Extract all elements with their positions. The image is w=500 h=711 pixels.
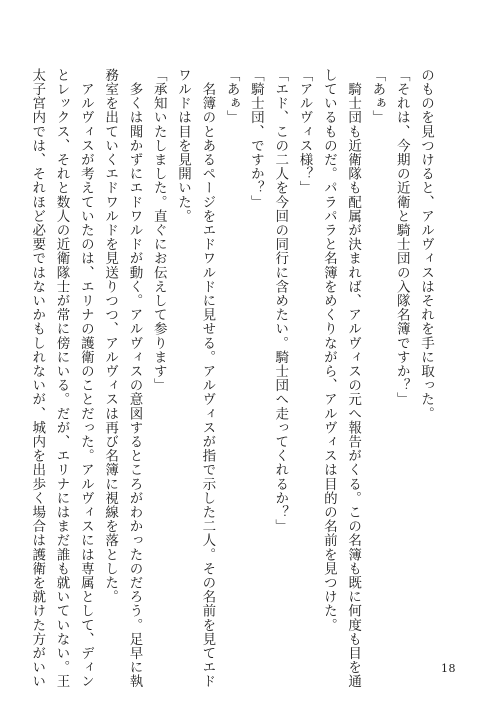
text-line: 騎士団も近衛隊も配属が決まれば、アルヴィスの元へ報告がくる。この名簿も既に何度も目を通: [345, 68, 362, 689]
text-line: アルヴィスが考えていたのは、エリナの護衛のことだった。アルヴィスには専属として、ディン: [77, 68, 94, 689]
text-line: のものを見つけると、アルヴィスはそれを手に取った。: [418, 68, 434, 421]
text-line: 「エド、この二人を今回の同行に含めたい。騎士団へ走ってくれるか？」: [272, 68, 289, 534]
page-number: 18: [441, 662, 456, 675]
text-line: 「あぁ」: [369, 68, 386, 125]
text-line: 名簿のとあるページをエドワルドに見せる。アルヴィスが指で示した二人。その名前を見てエド: [199, 68, 216, 689]
text-line: 「それは、今期の近衛と騎士団の入隊名簿ですか？」: [393, 68, 410, 407]
text-line: 「アルヴィス様？」: [296, 68, 313, 195]
text-line: 「あぁ」: [223, 68, 240, 125]
text-line: 多くは聞かずにエドワルドが動く。アルヴィスの意図するところがわかったのだろう。足早に執: [126, 68, 143, 689]
text-line: 太子宮内では、それほど必要ではないかもしれないが、城内を出歩く場合は護衛を就けた方がいい: [29, 68, 46, 689]
text-line: 務室を出ていくエドワルドを見送りつつ、アルヴィスは再び名簿に視線を落とした。: [102, 68, 119, 604]
text-line: しているものだ。パラパラと名簿をめくりながら、アルヴィスは目的の名前を見つけた。: [320, 68, 337, 632]
text-line: 「承知いたしました。直ぐにお伝えして参ります」: [150, 68, 167, 393]
text-line: 「騎士団、ですか？」: [247, 68, 264, 209]
text-line: ワルドは目を見開いた。: [175, 68, 192, 224]
text-line: とレックス、それと数人の近衛隊士が常に傍にいる。だが、エリナにはまだ誰も就いていない。王: [53, 68, 70, 689]
body-text: [25, 68, 438, 689]
